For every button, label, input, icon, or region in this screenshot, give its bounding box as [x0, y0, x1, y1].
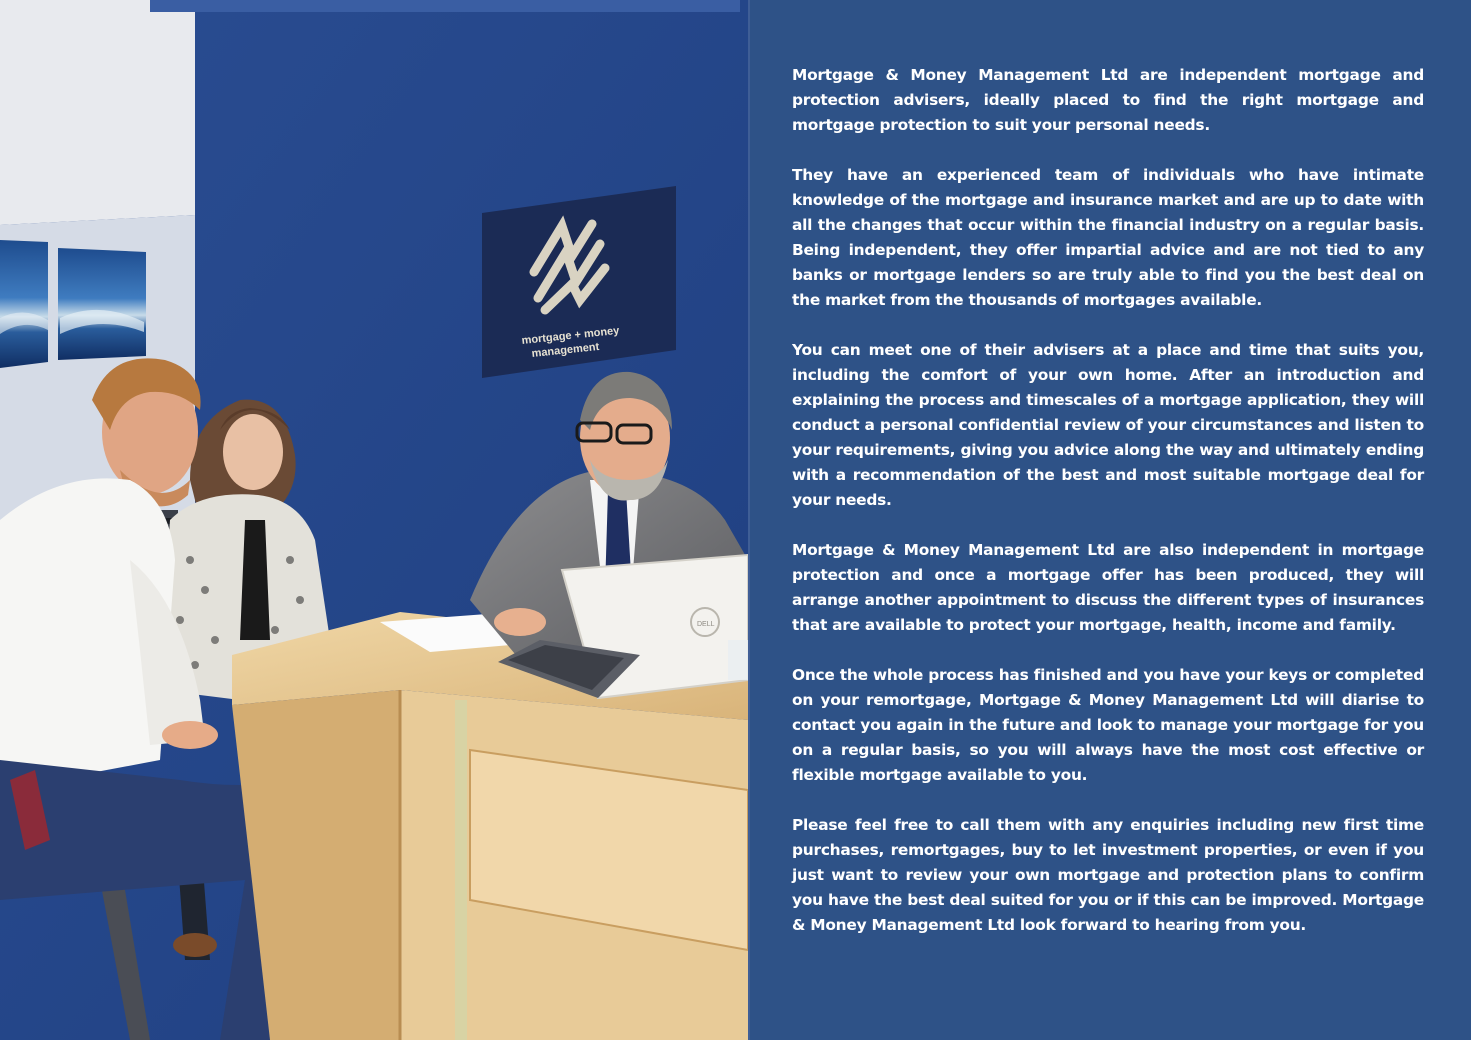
wall-paintings [0, 240, 146, 368]
paragraph-intro: Mortgage & Money Management Ltd are independent mortgage and protection advisers, ideally placed to find the right mortgage and mortgage protection to suit your personal needs. [792, 66, 1424, 134]
svg-text:DELL: DELL [697, 621, 715, 628]
white-wall [0, 0, 195, 225]
paragraph-meeting: You can meet one of their advisers at a place and time that suits you, including the comfort of your own home. After an introduction and explaining the process and timescales of a mortgage application, they will conduct a personal confidential review of your circumstances and listen to your requirements, giving you advice along the way and ultimately ending with a recommendation of the best and most suitable mortgage deal for your needs. [792, 341, 1424, 509]
about-text-panel [750, 0, 1471, 1040]
painting-left [0, 240, 48, 368]
painting-right [58, 248, 146, 360]
paragraph-protection: Mortgage & Money Management Ltd are also independent in mortgage protection and once a mortgage offer has been produced, they will arrange another appointment to discuss the different types of insurances that are available to protect your mortgage, health, income and family. [792, 541, 1424, 634]
svg-text:management: management [531, 340, 600, 360]
paragraph-contact: Please feel free to call them with any enquiries including new first time purchases, remortgages, buy to let investment properties, or even if you just want to review your own mortgage and protection plans to confirm you have the best deal suited for you or if this can be improved. Mortgage & Money Management Ltd look forward to hearing from you. [792, 816, 1424, 934]
svg-text:mortgage +: mortgage + money [521, 324, 620, 347]
company-sign [482, 186, 676, 378]
paragraph-aftercare: Once the whole process has finished and you have your keys or completed on your remortgage, Mortgage & Money Management Ltd will diarise to contact you again in the future and look to manage your mortgage for you on a regular basis, so you will always have the most cost effective or flexible mortgage available to you. [792, 666, 1424, 784]
paragraph-team: They have an experienced team of individuals who have intimate knowledge of the mortgage and insurance market and are up to date with all the changes that occur within the financial industry on a regular basis. Being independent, they offer impartial advice and are not tied to any banks or mortgage lenders so are truly able to find you the best deal on the market from the thousands of mortgages available. [792, 166, 1424, 309]
water-glass [728, 640, 748, 680]
